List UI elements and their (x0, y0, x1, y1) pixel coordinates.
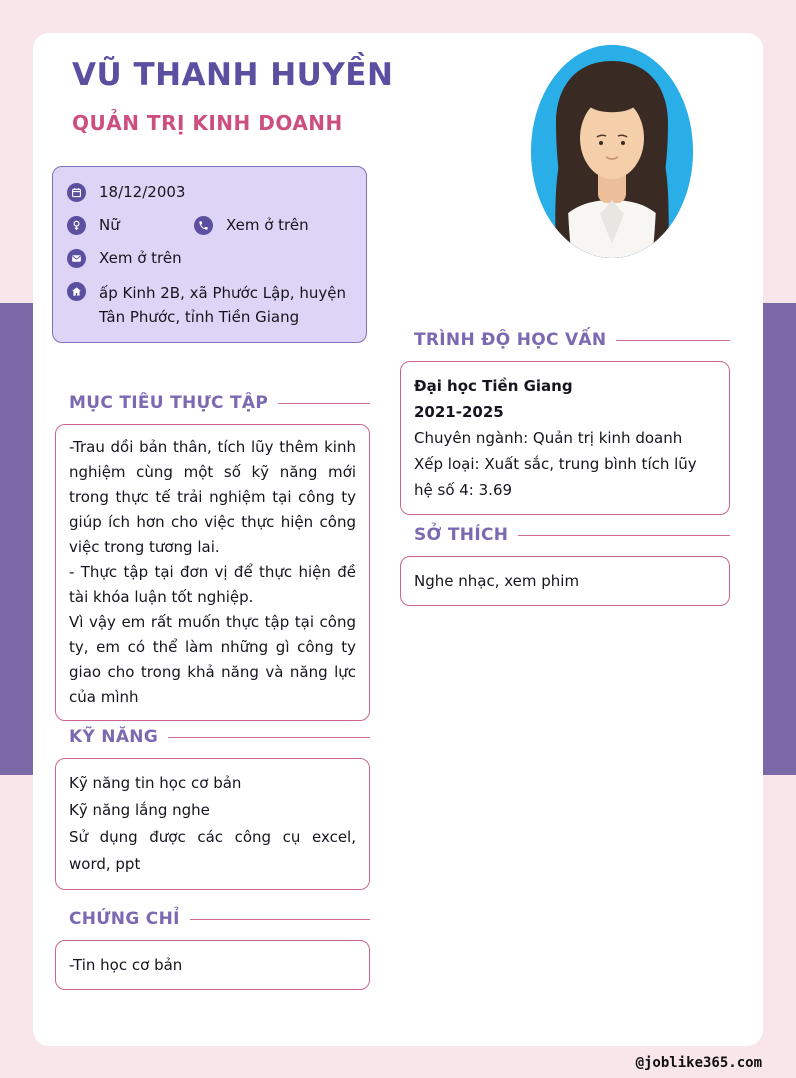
contact-row-birthdate (67, 182, 352, 202)
section-divider-line (616, 340, 730, 341)
section-certificates (55, 909, 370, 990)
section-header-skills (55, 727, 370, 747)
education-box (400, 361, 730, 515)
skill-item: Kỹ năng lắng nghe (69, 801, 210, 819)
objective-paragraph: - Thực tập tại đơn vị để thực hiện đề tài khóa luận tốt nghiệp. (69, 563, 356, 606)
section-header-objective (55, 393, 370, 413)
email-value: Xem ở trên (99, 249, 182, 267)
hobby-item: Nghe nhạc, xem phim (414, 572, 580, 590)
objective-paragraph: Vì vậy em rất muốn thực tập tại công ty, em có thể làm những gì công ty giao cho trong khả năng và năng lực của mình (69, 613, 356, 706)
birthdate-value: 18/12/2003 (99, 183, 186, 201)
section-header-education (400, 330, 730, 350)
objective-paragraph: -Trau dồi bản thân, tích lũy thêm kinh nghiệm cùng một số kỹ năng mới trong thực tế trải nghiệm tại công ty giúp ích hơn cho việc thực hiện công việc trong tương lai. (69, 438, 356, 556)
portrait-illustration (531, 45, 693, 258)
watermark: @joblike365.com (635, 1055, 762, 1071)
section-header-hobbies (400, 525, 730, 545)
objective-box (55, 424, 370, 721)
section-title-certificates: CHỨNG CHỈ (69, 909, 180, 929)
section-divider-line (190, 919, 370, 920)
skill-item: Kỹ năng tin học cơ bản (69, 774, 242, 792)
education-major: Chuyên ngành: Quản trị kinh doanh (414, 429, 683, 447)
candidate-name: VŨ THANH HUYỀN (72, 57, 394, 93)
section-title-education: TRÌNH ĐỘ HỌC VẤN (414, 330, 607, 350)
profile-photo (531, 45, 693, 258)
right-accent-bar (762, 303, 796, 775)
cv-card (33, 33, 763, 1046)
certificates-box (55, 940, 370, 990)
section-title-objective: MỤC TIÊU THỰC TẬP (69, 393, 269, 413)
education-school: Đại học Tiền Giang (414, 377, 573, 395)
skills-box (55, 758, 370, 890)
address-value: ấp Kinh 2B, xã Phước Lập, huyện Tân Phước, tỉnh Tiền Giang (99, 284, 346, 326)
section-objective (55, 393, 370, 721)
contact-row-email (67, 248, 352, 268)
home-icon (67, 282, 86, 301)
education-grade: Xếp loại: Xuất sắc, trung bình tích lũy hệ số 4: 3.69 (414, 455, 697, 499)
gender-value: Nữ (99, 216, 120, 234)
email-icon (67, 249, 86, 268)
hobbies-box (400, 556, 730, 606)
section-title-hobbies: SỞ THÍCH (414, 525, 509, 545)
left-accent-bar (0, 303, 34, 775)
phone-icon (194, 216, 213, 235)
gender-icon (67, 216, 86, 235)
contact-box (52, 166, 367, 343)
phone-value: Xem ở trên (226, 216, 309, 234)
section-divider-line (518, 535, 730, 536)
section-header-certificates (55, 909, 370, 929)
section-divider-line (278, 403, 370, 404)
section-title-skills: KỸ NĂNG (69, 727, 159, 747)
section-divider-line (168, 737, 370, 738)
candidate-job-title: QUẢN TRỊ KINH DOANH (72, 111, 343, 135)
section-skills (55, 727, 370, 890)
calendar-icon (67, 183, 86, 202)
section-education (400, 330, 730, 515)
education-years: 2021-2025 (414, 403, 504, 421)
contact-row-address (67, 281, 352, 329)
contact-row-gender-phone (67, 215, 352, 235)
certificate-item: -Tin học cơ bản (69, 956, 183, 974)
skill-item: Sử dụng được các công cụ excel, word, ppt (69, 828, 356, 873)
section-hobbies (400, 525, 730, 606)
